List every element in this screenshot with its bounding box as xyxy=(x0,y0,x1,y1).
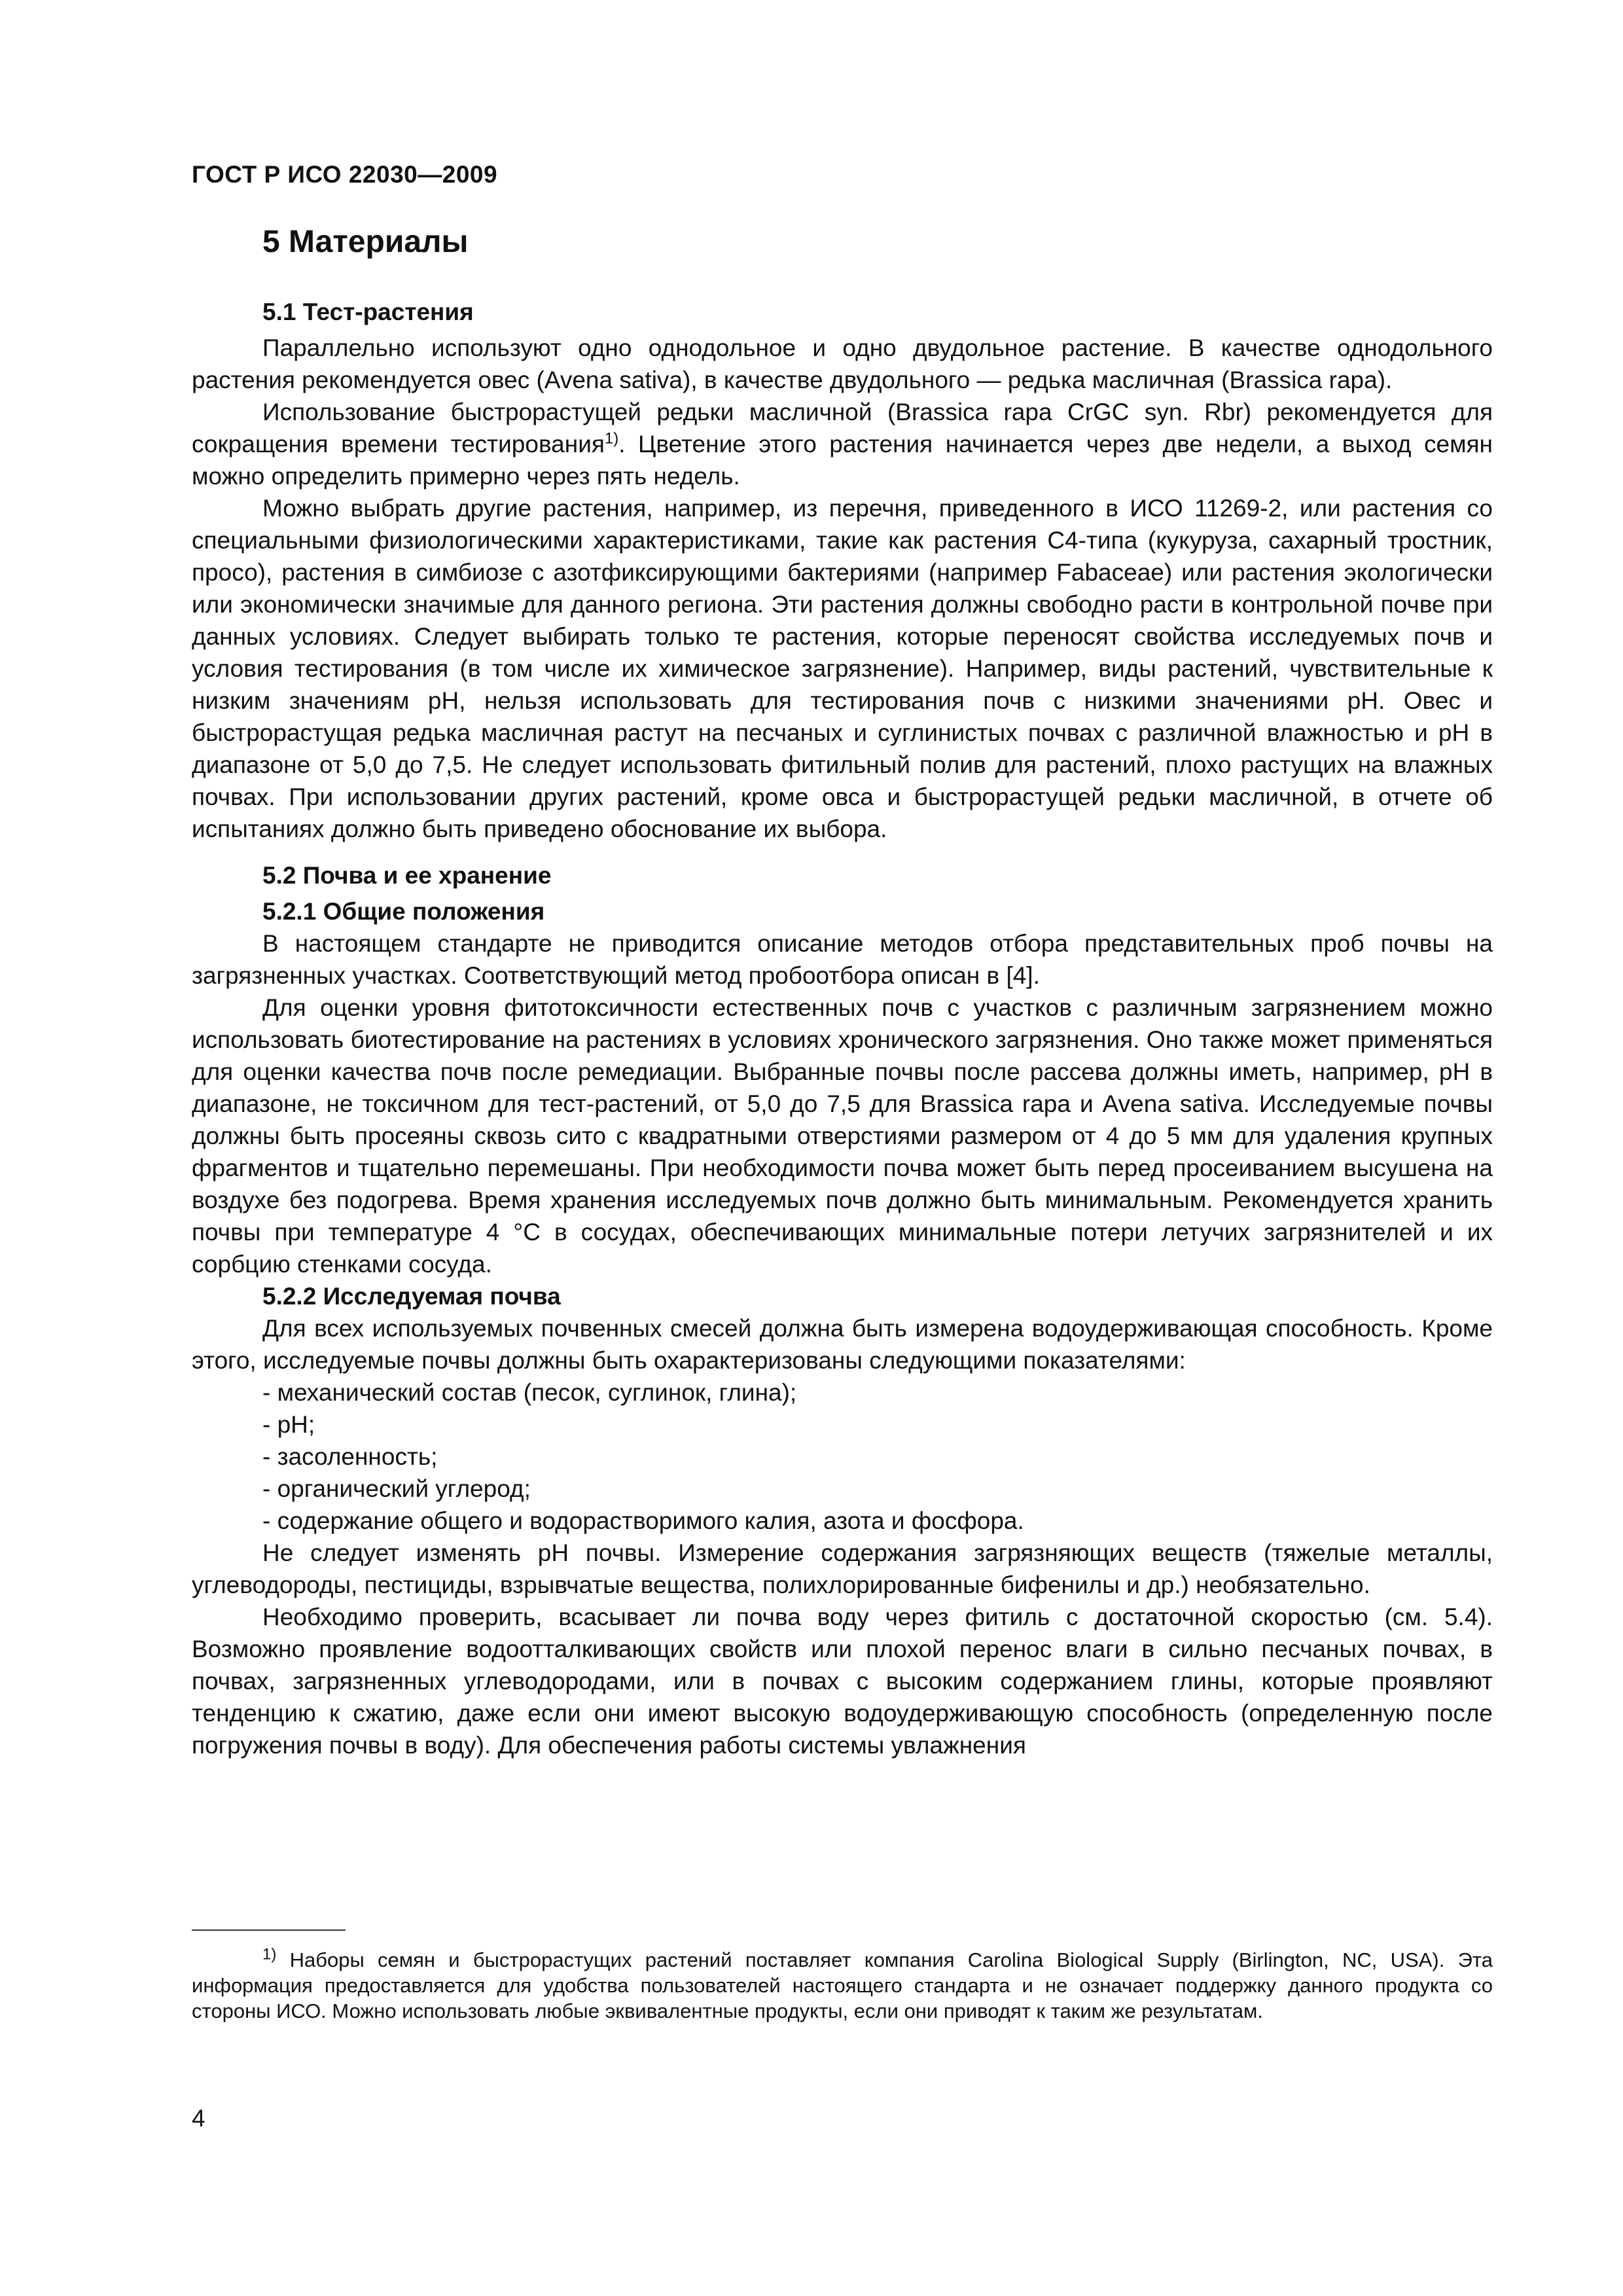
paragraph: Для всех используемых почвенных смесей должна быть измерена водоудерживающая способность. Кроме этого, исследуемые почвы должны быть охарактеризованы следующими показателями: xyxy=(192,1315,1493,1374)
list-item: - органический углерод; xyxy=(262,1473,1493,1505)
list-item: - содержание общего и водорастворимого калия, азота и фосфора. xyxy=(262,1505,1493,1537)
page-number: 4 xyxy=(192,2105,205,2132)
paragraph: В настоящем стандарте не приводится описание методов отбора представительных проб почвы на загрязненных участках. Соответствующий метод пробоотбора описан в [4]. xyxy=(192,930,1493,989)
paragraph-text: . Цветение этого растения начинается через две недели, а выход семян можно определить примерно через пять недель. xyxy=(192,431,1493,490)
list-item: - pH; xyxy=(262,1408,1493,1441)
list-item: - механический состав (песок, суглинок, глина); xyxy=(262,1376,1493,1408)
subsection-title-5-2: 5.2 Почва и ее хранение xyxy=(262,862,552,889)
subsection-title-5-2-1: 5.2.1 Общие положения xyxy=(262,898,545,925)
footnote-reference[interactable]: 1) xyxy=(604,429,619,448)
footnote xyxy=(192,1947,1493,2024)
paragraph: Параллельно используют одно однодольное и одно двудольное растение. В качестве однодольного растения рекомендуется овес (Avena sativa), в качестве двудольного — редька масличная (Brassica rapa). xyxy=(192,334,1493,393)
footnote-separator xyxy=(192,1929,346,1931)
footnote-mark: 1) xyxy=(262,1945,277,1964)
paragraph: Не следует изменять pH почвы. Измерение содержания загрязняющих веществ (тяжелые металлы, углеводороды, пестициды, взрывчатые вещества, полихлорированные бифенилы и др.) необязательно. xyxy=(192,1539,1493,1598)
paragraph-with-footnote xyxy=(192,396,1493,492)
document-header: ГОСТ Р ИСО 22030—2009 xyxy=(192,161,498,188)
paragraph-text: Использование быстрорастущей редьки масличной (Brassica rapa CrGC syn. Rbr) рекомендуется для сокращения времени тестирования xyxy=(192,399,1493,457)
subsection-title-5-2-2: 5.2.2 Исследуемая почва xyxy=(262,1283,561,1310)
list-item: - засоленность; xyxy=(262,1441,1493,1473)
document-body xyxy=(192,223,1493,1761)
footnote-text xyxy=(192,1947,1493,2024)
indicator-list xyxy=(192,1376,1493,1537)
paragraph: Можно выбрать другие растения, например, из перечня, приведенного в ИСО 11269-2, или растения со специальными физиологическими характеристиками, такие как растения С4-типа (кукуруза, сахарный тростник, просо), растения в симбиозе с азотфиксирующими бактериями (например Fabaceae) или растения экологически или экономически значимые для данного региона. Эти растения должны свободно расти в контрольной почве при данных условиях. Следует выбирать только те растения, которые переносят свойства исследуемых почв и условия тестирования (в том числе их химическое загрязнение). Например, виды растений, чувствительные к низким значениям pH, нельзя использовать для тестирования почв с низкими значениями pH. Овес и быстрорастущая редька масличная растут на песчаных и суглинистых почвах с различной влажностью и pH в диапазоне от 5,0 до 7,5. Не следует использовать фитильный полив для растений, плохо растущих на влажных почвах. При использовании других растений, кроме овса и быстрорастущей редьки масличной, в отчете об испытаниях должно быть приведено обоснование их выбора. xyxy=(192,495,1493,842)
section-title: 5 Материалы xyxy=(262,224,469,259)
paragraph: Для оценки уровня фитотоксичности естественных почв с участков с различным загрязнением можно использовать биотестирование на растениях в условиях хронического загрязнения. Оно также может применяться для оценки качества почв после ремедиации. Выбранные почвы после рассева должны иметь, например, pH в диапазоне, не токсичном для тест-растений, от 5,0 до 7,5 для Brassica rapa и Avena sativa. Исследуемые почвы должны быть просеяны сквозь сито с квадратными отверстиями размером от 4 до 5 мм для удаления крупных фрагментов и тщательно перемешаны. При необходимости почва может быть перед просеиванием высушена на воздухе без подогрева. Время хранения исследуемых почв должно быть минимальным. Рекомендуется хранить почвы при температуре 4 °C в сосудах, обеспечивающих минимальные потери летучих загрязнителей и их сорбцию стенками сосуда. xyxy=(192,994,1493,1278)
subsection-title-5-1: 5.1 Тест-растения xyxy=(262,298,474,325)
footnote-body: Наборы семян и быстрорастущих растений поставляет компания Carolina Biological Supply (Birlington, NC, USA). Эта информация предоставляется для удобства пользователей настоящего стандарта и не означает поддержку данного продукта со стороны ИСО. Можно использовать любые эквивалентные продукты, если они приводят к таким же результатам. xyxy=(192,1948,1493,2022)
paragraph: Необходимо проверить, всасывает ли почва воду через фитиль с достаточной скоростью (см. 5.4). Возможно проявление водоотталкивающих свойств или плохой перенос влаги в сильно песчаных почвах, в почвах, загрязненных углеводородами, или в почвах с высоким содержанием глины, которые проявляют тенденцию к сжатию, даже если они имеют высокую водоудерживающую способность (определенную после погружения почвы в воду). Для обеспечения работы системы увлажнения xyxy=(192,1604,1493,1759)
